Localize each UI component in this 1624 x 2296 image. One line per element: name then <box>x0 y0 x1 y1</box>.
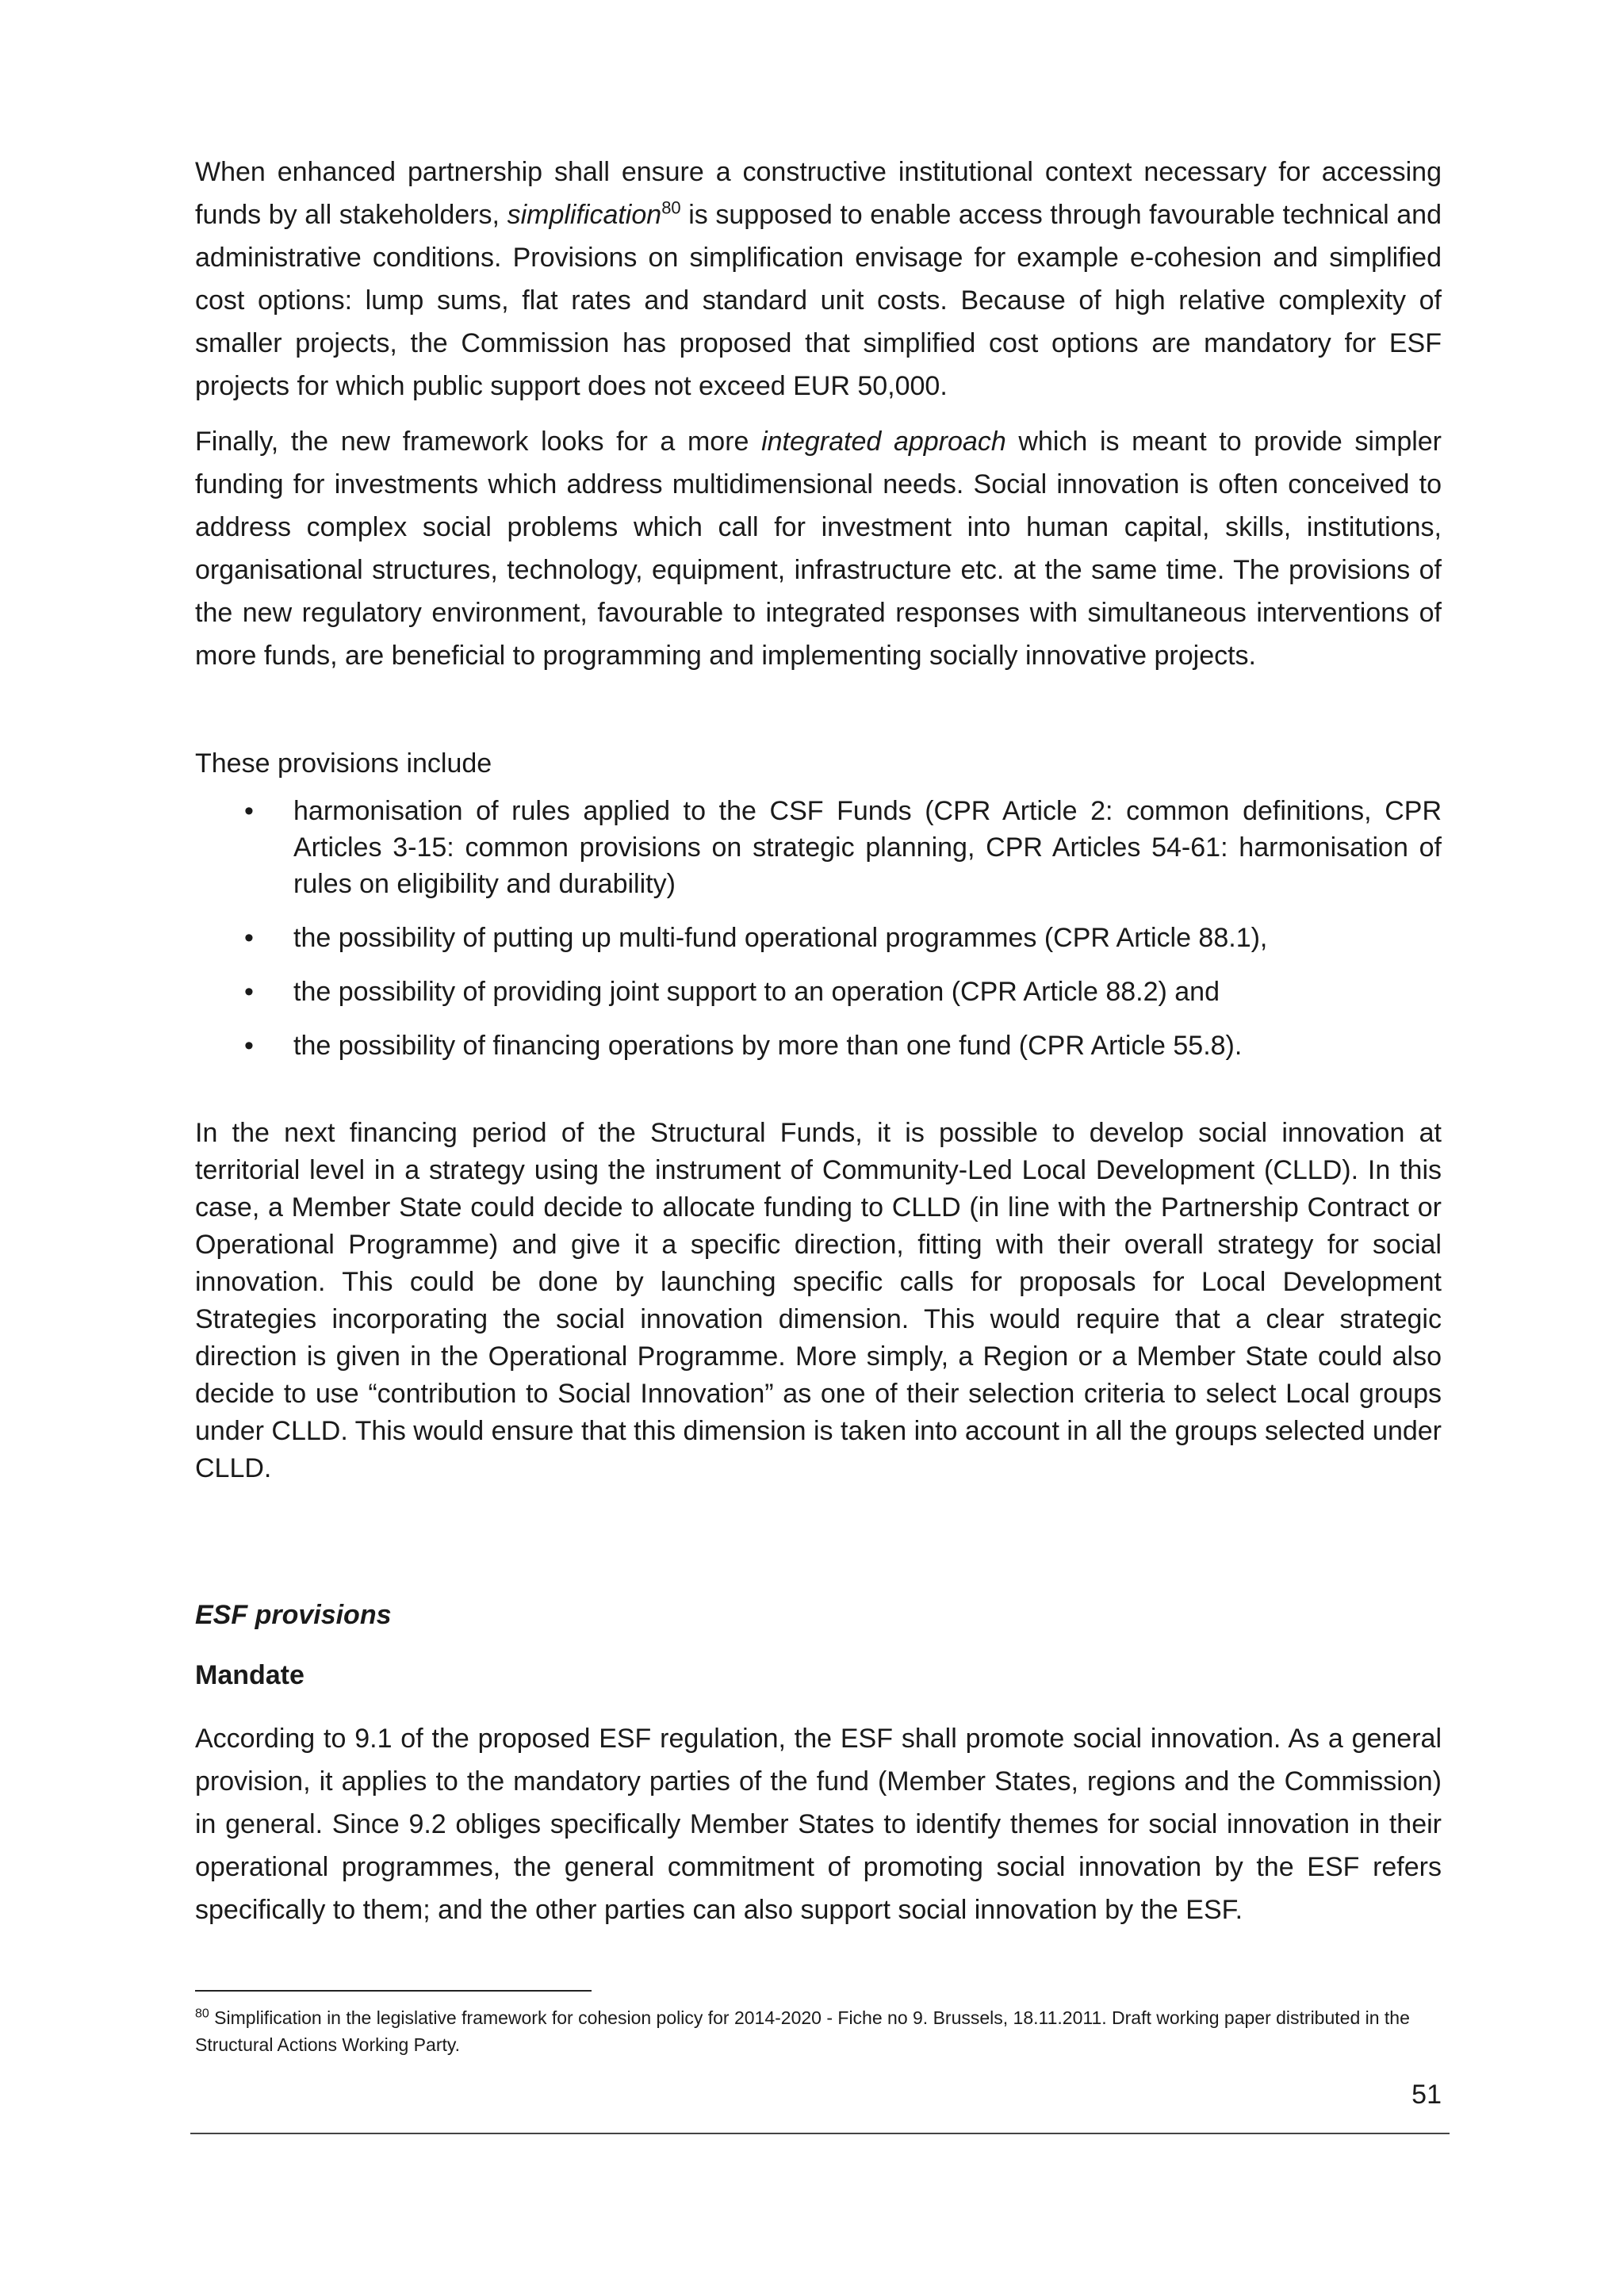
footer-divider <box>190 2133 1450 2134</box>
paragraph-simplification <box>195 151 1442 408</box>
bullet-icon: • <box>244 796 254 826</box>
provisions-list <box>195 793 1442 1064</box>
paragraph-text: Finally, the new framework looks for a more <box>195 427 762 457</box>
bullet-icon: • <box>244 977 254 1007</box>
list-item <box>195 793 1442 902</box>
footnote-text: Simplification in the legislative framework for cohesion policy for 2014-2020 - Fiche no 9. Brussels, 18.11.2011. Draft working paper distributed in the Structural Actions Working Party. <box>195 2007 1410 2055</box>
footnote-divider <box>195 1990 592 1992</box>
paragraph-clld: In the next financing period of the Structural Funds, it is possible to develop social innovation at territorial level in a strategy using the instrument of Community-Led Local Development (CLLD). In this case, a Member State could decide to allocate funding to CLLD (in line with the Partnership Contract or Operational Programme) and give it a specific direction, fitting with their overall strategy for social innovation. This could be done by launching specific calls for proposals for Local Development Strategies incorporating the social innovation dimension. This would require that a clear strategic direction is given in the Operational Programme. More simply, a Region or a Member State could also decide to use “contribution to Social Innovation” as one of their selection criteria to select Local groups under CLLD. This would ensure that this dimension is taken into account in all the groups selected under CLLD. <box>195 1118 1442 1483</box>
footnote-number: 80 <box>195 2007 209 2021</box>
footnote-reference[interactable]: 80 <box>661 197 681 218</box>
list-item-text: the possibility of putting up multi-fund operational programmes (CPR Article 88.1), <box>293 923 1268 953</box>
footnote <box>195 2004 1442 2058</box>
paragraph-text: When enhanced partnership shall ensure a constructive institutional context necessary for accessing funds by all stakeholders, <box>195 157 1442 230</box>
subheading-mandate: Mandate <box>195 1660 304 1690</box>
list-item <box>195 920 1442 956</box>
paragraph-text: is supposed to enable access through favourable technical and administrative conditions. Provisions on simplification envisage for example e-cohesion and simplified cost options: lump sums, flat rates and standard unit costs. Because of high relative complexity of smaller projects, the Commission has proposed that simplified cost options are mandatory for ESF projects for which public support does not exceed EUR 50,000. <box>195 200 1442 401</box>
paragraph-provisions-intro: These provisions include <box>195 748 492 779</box>
list-item <box>195 1027 1442 1064</box>
list-item-text: the possibility of financing operations by more than one fund (CPR Article 55.8). <box>293 1031 1243 1061</box>
emphasis-simplification: simplification <box>507 200 662 230</box>
list-item-text: the possibility of providing joint support to an operation (CPR Article 88.2) and <box>293 977 1220 1007</box>
paragraph-text: which is meant to provide simpler funding for investments which address multidimensional needs. Social innovation is often conceived to address complex social problems which call for investment into human capital, skills, institutions, organisational structures, technology, equipment, infrastructure etc. at the same time. The provisions of the new regulatory environment, favourable to integrated responses with simultaneous interventions of more funds, are beneficial to programming and implementing socially innovative projects. <box>195 427 1442 671</box>
paragraph-integrated-approach <box>195 420 1442 677</box>
section-heading-esf-provisions: ESF provisions <box>195 1600 392 1630</box>
paragraph-mandate: According to 9.1 of the proposed ESF regulation, the ESF shall promote social innovation. As a general provision, it applies to the mandatory parties of the fund (Member States, regions and the Commission) in general. Since 9.2 obliges specifically Member States to identify themes for social innovation in their operational programmes, the general commitment of promoting social innovation by the ESF refers specifically to them; and the other parties can also support social innovation by the ESF. <box>195 1724 1442 1925</box>
bullet-icon: • <box>244 923 254 953</box>
emphasis-integrated-approach: integrated approach <box>761 427 1006 457</box>
list-item-text: harmonisation of rules applied to the CSF Funds (CPR Article 2: common definitions, CPR Articles 3-15: common provisions on strategic planning, CPR Articles 54-61: harmonisation of rules on eligibility and durability) <box>293 796 1442 899</box>
page-number: 51 <box>1411 2080 1442 2110</box>
list-item <box>195 974 1442 1010</box>
bullet-icon: • <box>244 1031 254 1061</box>
